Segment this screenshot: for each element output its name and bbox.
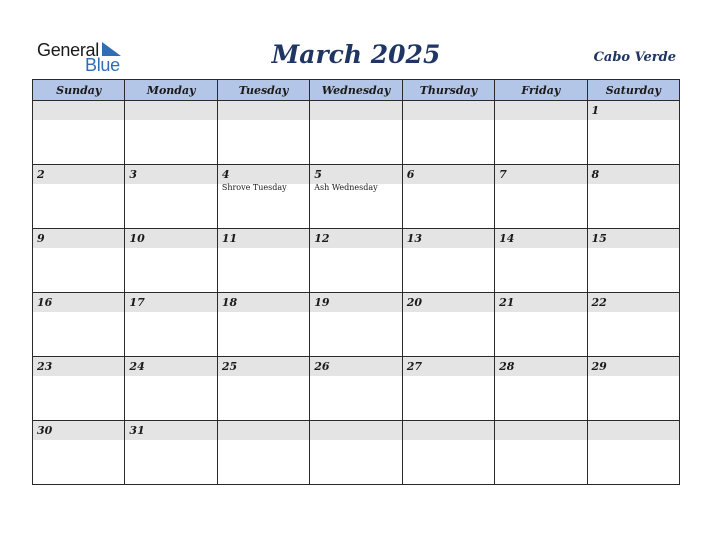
- day-number-bar: [33, 101, 124, 120]
- day-number: 10: [129, 232, 145, 245]
- day-cell: [33, 101, 125, 165]
- day-number-bar: [310, 229, 401, 248]
- day-cell: [495, 293, 587, 357]
- day-number-bar: [495, 101, 586, 120]
- weekday-header: Monday: [125, 80, 217, 101]
- day-cell: [33, 165, 125, 229]
- day-cell: [33, 357, 125, 421]
- day-number-bar: [495, 357, 586, 376]
- week-row: [33, 421, 680, 485]
- day-number-bar: [218, 229, 309, 248]
- day-number-bar: [588, 101, 679, 120]
- page-title: March 2025: [271, 40, 441, 69]
- day-cell: [402, 357, 494, 421]
- day-number: 6: [406, 168, 415, 181]
- week-row: [33, 357, 680, 421]
- day-cell: [310, 101, 402, 165]
- day-number: 7: [499, 168, 507, 181]
- day-number: 20: [406, 296, 422, 309]
- day-number: 14: [499, 232, 515, 245]
- day-number-bar: [403, 229, 494, 248]
- day-number-bar: [495, 229, 586, 248]
- day-number: 28: [499, 360, 515, 373]
- day-number-bar: [403, 357, 494, 376]
- day-number: 27: [406, 360, 422, 373]
- day-number: 18: [221, 296, 238, 309]
- day-number-bar: [125, 293, 216, 312]
- calendar-body: [33, 101, 680, 485]
- day-cell: [495, 357, 587, 421]
- day-number: 29: [591, 360, 607, 373]
- day-cell: [310, 165, 402, 229]
- day-number-bar: [588, 357, 679, 376]
- weekday-header: Wednesday: [310, 80, 402, 101]
- day-cell: [217, 293, 309, 357]
- day-number: 26: [314, 360, 330, 373]
- day-number-bar: [33, 357, 124, 376]
- day-cell: [217, 421, 309, 485]
- day-number: 15: [591, 232, 607, 245]
- day-number: 3: [129, 168, 138, 181]
- day-cell: [310, 357, 402, 421]
- day-number-bar: [495, 165, 586, 184]
- logo-text-blue: Blue: [85, 55, 120, 75]
- day-number-bar: [403, 101, 494, 120]
- day-cell: [310, 293, 402, 357]
- day-cell: [495, 165, 587, 229]
- day-cell: [125, 101, 217, 165]
- day-cell: [217, 101, 309, 165]
- day-number: 12: [314, 232, 330, 245]
- day-cell: [217, 229, 309, 293]
- day-number: 25: [221, 360, 238, 373]
- day-number-bar: [588, 421, 679, 440]
- day-number: 17: [129, 296, 145, 309]
- week-row: [33, 165, 680, 229]
- week-row: [33, 293, 680, 357]
- day-number: 4: [221, 168, 230, 181]
- day-number-bar: [403, 293, 494, 312]
- day-number-bar: [33, 293, 124, 312]
- day-number: 5: [314, 168, 322, 181]
- weekday-header: Tuesday: [217, 80, 309, 101]
- day-number-bar: [495, 293, 586, 312]
- week-row: [33, 101, 680, 165]
- week-row: [33, 229, 680, 293]
- weekday-header-row: [33, 80, 680, 101]
- day-cell: [402, 165, 494, 229]
- day-cell: [402, 293, 494, 357]
- day-number: 23: [37, 360, 53, 373]
- logo-text-general: General: [37, 40, 99, 60]
- day-number-bar: [33, 229, 124, 248]
- day-number: 1: [591, 104, 600, 117]
- day-number-bar: [33, 165, 124, 184]
- day-number-bar: [218, 101, 309, 120]
- day-number-bar: [125, 229, 216, 248]
- day-cell: [310, 229, 402, 293]
- weekday-header: Thursday: [402, 80, 494, 101]
- day-number-bar: [310, 165, 401, 184]
- day-number-bar: [310, 421, 401, 440]
- day-number-bar: [125, 101, 216, 120]
- day-cell: [587, 293, 679, 357]
- day-number: 8: [591, 168, 600, 181]
- day-cell: [33, 293, 125, 357]
- day-number: 9: [37, 232, 45, 245]
- weekday-header: Sunday: [33, 80, 125, 101]
- day-number: 21: [499, 296, 515, 309]
- country-name: Cabo Verde: [593, 50, 676, 65]
- day-number: 22: [591, 296, 607, 309]
- day-number: 30: [37, 424, 53, 437]
- day-cell: [402, 229, 494, 293]
- day-number-bar: [218, 421, 309, 440]
- day-number-bar: [588, 293, 679, 312]
- day-number: 19: [314, 296, 330, 309]
- day-cell: [125, 421, 217, 485]
- day-cell: [310, 421, 402, 485]
- day-cell: [402, 421, 494, 485]
- day-number: 31: [129, 424, 145, 437]
- day-cell: [587, 357, 679, 421]
- day-cell: [217, 165, 309, 229]
- day-number-bar: [218, 293, 309, 312]
- day-cell: [217, 357, 309, 421]
- day-number-bar: [495, 421, 586, 440]
- day-number-bar: [218, 357, 309, 376]
- day-number-bar: [403, 421, 494, 440]
- day-number-bar: [310, 357, 401, 376]
- day-number: 24: [129, 360, 145, 373]
- day-cell: [402, 101, 494, 165]
- day-cell: [495, 229, 587, 293]
- day-number-bar: [125, 165, 216, 184]
- day-number-bar: [588, 165, 679, 184]
- day-cell: [125, 293, 217, 357]
- day-cell: [587, 421, 679, 485]
- day-cell: [495, 421, 587, 485]
- day-number-bar: [310, 101, 401, 120]
- day-cell: [125, 357, 217, 421]
- day-cell: [587, 101, 679, 165]
- day-cell: [587, 165, 679, 229]
- day-number: 13: [406, 232, 422, 245]
- holiday-label: Ash Wednesday: [314, 183, 378, 192]
- holiday-label: Shrove Tuesday: [221, 183, 287, 192]
- weekday-header: Friday: [495, 80, 587, 101]
- day-number-bar: [218, 165, 309, 184]
- weekday-header: Saturday: [587, 80, 679, 101]
- day-number-bar: [588, 229, 679, 248]
- day-cell: [495, 101, 587, 165]
- day-number: 2: [37, 168, 45, 181]
- day-cell: [33, 421, 125, 485]
- day-number-bar: [403, 165, 494, 184]
- day-number-bar: [125, 421, 216, 440]
- day-number: 11: [221, 232, 238, 245]
- day-number-bar: [125, 357, 216, 376]
- day-cell: [125, 229, 217, 293]
- day-number: 16: [37, 296, 53, 309]
- day-cell: [125, 165, 217, 229]
- day-cell: [587, 229, 679, 293]
- day-number-bar: [33, 421, 124, 440]
- day-number-bar: [310, 293, 401, 312]
- day-cell: [33, 229, 125, 293]
- calendar-grid: [32, 79, 680, 485]
